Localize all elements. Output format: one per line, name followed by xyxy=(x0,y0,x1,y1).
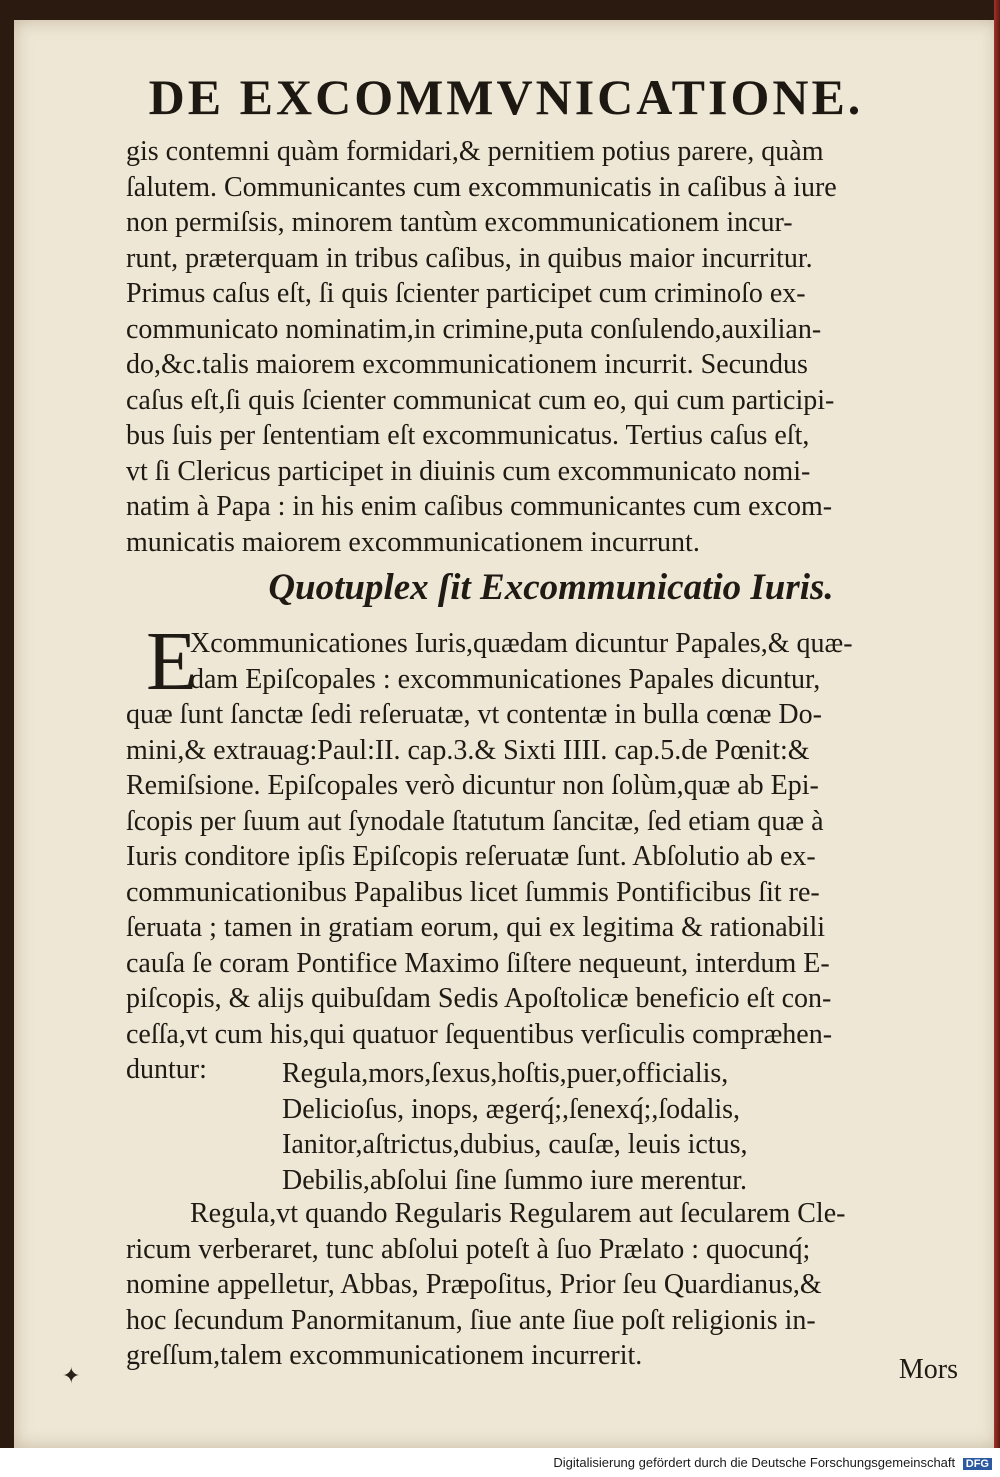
verse-line: Regula,mors,ſexus,hoſtis,puer,officialis, xyxy=(282,1058,729,1089)
text-line: communicationibus Papalibus licet ſummis Pontificibus ſit re- xyxy=(126,876,820,908)
text-line: vt ſi Clericus participet in diuinis cum excommunicato nomi- xyxy=(126,455,811,487)
paragraph-3 xyxy=(126,1196,976,1374)
text-line: caſus eſt,ſi quis ſcienter communicat cum eo, qui cum participi- xyxy=(126,384,835,416)
text-line: do,&c.talis maiorem excommunicationem incurrit. Secundus xyxy=(126,349,808,380)
verse-block xyxy=(282,1056,1000,1198)
text-line: ricum verberaret, tunc abſolui poteſt à ſuo Prælato : quocunq́; xyxy=(126,1233,811,1265)
text-line: gis contemni quàm formidari,& pernitiem potius parere, quàm xyxy=(126,136,824,167)
text-line: communicato nominatim,in crimine,puta conſulendo,auxilian- xyxy=(126,313,822,345)
text-line: dam Epiſcopales : excommunicationes Papales dicuntur, xyxy=(190,663,821,695)
text-line: municatis maiorem excommunicationem incurrunt. xyxy=(126,526,700,558)
verse-line: Delicioſus, inops, ægerq́;,ſenexq́;,ſodalis, xyxy=(282,1093,741,1125)
text-line: non permiſsis, minorem tantùm excommunicationem incur- xyxy=(126,207,793,238)
text-line: ſcopis per ſuum aut ſynodale ſtatutum ſancitæ, ſed etiam quæ à xyxy=(126,805,824,837)
footer-credit xyxy=(553,1455,992,1470)
footer xyxy=(0,1450,1000,1477)
verse-line: Debilis,abſolui ſine ſummo iure merentur. xyxy=(282,1164,748,1196)
verse-line: Ianitor,aſtrictus,dubius, cauſæ, leuis ictus, xyxy=(282,1129,748,1160)
text-line: cauſa ſe coram Pontifice Maximo ſiſtere nequeunt, interdum E- xyxy=(126,947,830,979)
book-edge xyxy=(994,0,1000,1448)
text-line: Regula,vt quando Regularis Regularem aut ſecularem Cle- xyxy=(190,1198,846,1229)
paragraph-2 xyxy=(126,615,976,1088)
text-line: ceſſa,vt cum his,qui quatuor ſequentibus verſiculis compræhen- xyxy=(126,1018,833,1050)
text-line: quæ ſunt ſanctæ ſedi reſeruatæ, vt contentæ in bulla cœnæ Do- xyxy=(126,699,822,730)
drop-cap: E xyxy=(146,615,198,708)
text-line: duntur: xyxy=(126,1054,207,1085)
text-line: Iuris conditore ipſis Epiſcopis reſeruatæ ſunt. Abſolutio ab ex- xyxy=(126,841,816,872)
text-line: runt, præterquam in tribus caſibus, in quibus maior incurritur. xyxy=(126,242,813,274)
text-line: Primus caſus eſt, ſi quis ſcienter participet cum criminoſo ex- xyxy=(126,278,806,309)
text-line: hoc ſecundum Panormitanum, ſiue ante ſiue poſt religionis in- xyxy=(126,1304,816,1336)
text-line: mini,& extrauag:Paul:II. cap.3.& Sixti IIII. cap.5.de Pœnit:& xyxy=(126,734,810,766)
text-line: ſeruata ; tamen in gratiam eorum, qui ex legitima & rationabili xyxy=(126,912,826,943)
text-line: ſalutem. Communicantes cum excommunicatis in caſibus à iure xyxy=(126,171,837,203)
text-line: Remiſsione. Epiſcopales verò dicuntur non ſolùm,quæ ab Epi- xyxy=(126,770,819,801)
section-heading: Quotuplex ſit Excommunicatio Iuris. xyxy=(268,567,834,608)
running-head: DE EXCOMMVNICATIONE. xyxy=(148,69,864,125)
text-line: natim à Papa : in his enim caſibus communicantes cum excom- xyxy=(126,491,833,522)
dfg-logo-icon: DFG xyxy=(963,1458,992,1470)
text-line: greſſum,talem excommunicationem incurrerit. xyxy=(126,1340,643,1371)
text-line: Xcommunicationes Iuris,quædam dicuntur Papales,& quæ- xyxy=(190,628,853,659)
text-line: bus ſuis per ſententiam eſt excommunicatus. Tertius caſus eſt, xyxy=(126,420,810,451)
paragraph-1 xyxy=(126,134,976,560)
footer-credit-text: Digitalisierung gefördert durch die Deutsche Forschungsgemeinschaft xyxy=(553,1455,956,1470)
text-line: piſcopis, & alijs quibuſdam Sedis Apoſtolicæ beneficio eſt con- xyxy=(126,983,832,1014)
catchword: Mors xyxy=(898,1354,958,1385)
book-page xyxy=(14,20,998,1448)
margin-mark-icon: ✦ xyxy=(62,1364,81,1389)
text-line: nomine appelletur, Abbas, Præpoſitus, Prior ſeu Quardianus,& xyxy=(126,1269,822,1300)
